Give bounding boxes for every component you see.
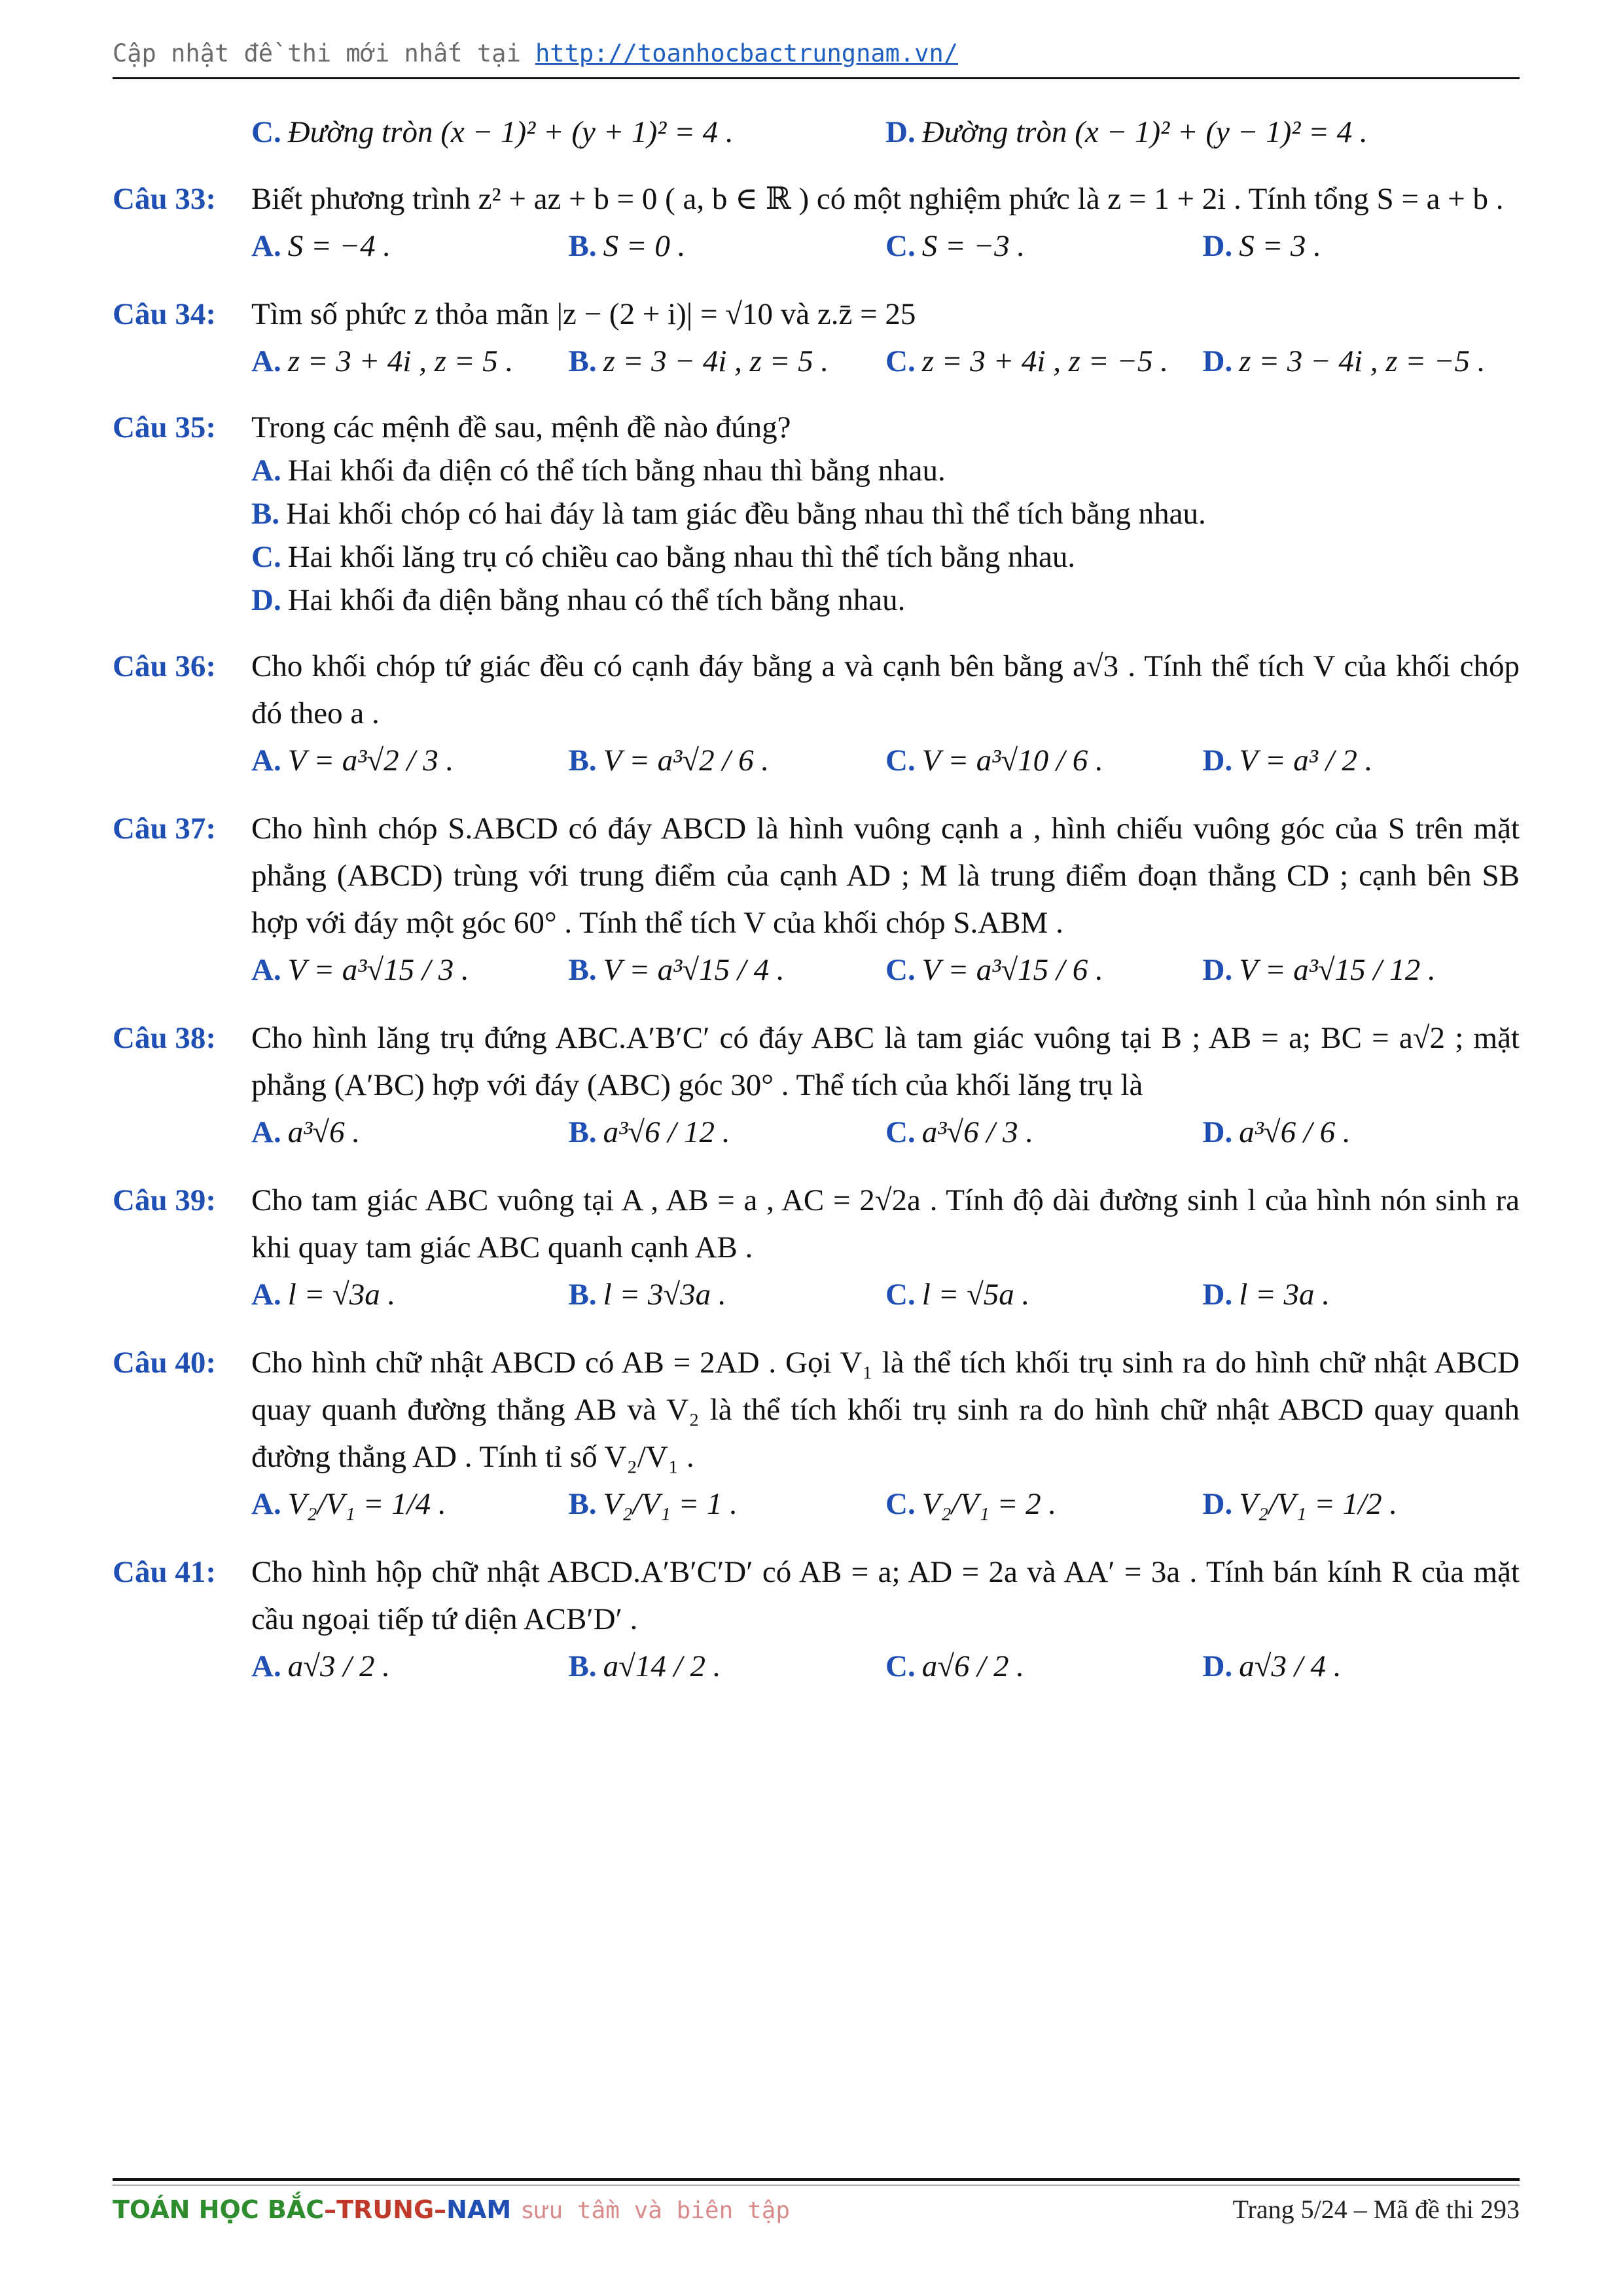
question-37 bbox=[113, 805, 1520, 994]
question-label: Câu 39: bbox=[113, 1183, 216, 1217]
option-letter: B. bbox=[568, 1487, 597, 1521]
option-letter: C. bbox=[885, 229, 916, 263]
option-text: V = a³√2 / 3 . bbox=[287, 744, 454, 778]
option-letter: A. bbox=[251, 744, 281, 778]
question-39 bbox=[113, 1177, 1520, 1318]
footer-subtitle: sưu tầm và biên tập bbox=[520, 2197, 791, 2224]
option-text: Hai khối lăng trụ có chiều cao bằng nhau thì thể tích bằng nhau. bbox=[287, 540, 1076, 574]
option-text: Hai khối đa diện có thể tích bằng nhau thì bằng nhau. bbox=[287, 454, 946, 488]
option-b[interactable] bbox=[569, 1480, 886, 1528]
question-text: Cho tam giác ABC vuông tại A , AB = a , AC = 2√2a . Tính độ dài đường sinh l của hình nón sinh ra khi quay tam giác ABC quanh cạnh AB . bbox=[251, 1183, 1520, 1265]
answer-options bbox=[251, 1480, 1520, 1528]
option-a[interactable] bbox=[251, 1480, 569, 1528]
option-c[interactable] bbox=[885, 1480, 1203, 1528]
option-text: a³√6 / 12 . bbox=[603, 1115, 730, 1149]
brand-mid: –TRUNG– bbox=[324, 2195, 447, 2224]
option-a[interactable] bbox=[251, 946, 569, 994]
question-text: Cho hình chữ nhật ABCD có AB = 2AD . Gọi V₁ là thể tích khối trụ sinh ra do hình chữ nhật ABCD quay quanh đường thẳng AB và V₂ là thể tích khối trụ sinh ra do hình chữ nhật ABCD quay quanh đường thẳng AD . Tính tỉ số V₂/V₁ . bbox=[251, 1346, 1520, 1474]
option-text: a³√6 / 6 . bbox=[1239, 1115, 1351, 1149]
option-a[interactable] bbox=[251, 449, 1520, 492]
option-text: z = 3 + 4i , z = 5 . bbox=[287, 344, 514, 378]
question-text: Cho hình lăng trụ đứng ABC.A′B′C′ có đáy ABC là tam giác vuông tại B ; AB = a; BC = a√2 ; mặt phẳng (A′BC) hợp với đáy (ABC) góc 30° . Thể tích của khối lăng trụ là bbox=[251, 1021, 1520, 1102]
option-text: V₂/V₁ = 1/4 . bbox=[287, 1487, 446, 1521]
option-text: V₂/V₁ = 2 . bbox=[921, 1487, 1057, 1521]
option-d[interactable] bbox=[885, 109, 1520, 156]
page-number: Trang 5/24 – Mã đề thi 293 bbox=[1232, 2195, 1520, 2224]
option-c[interactable] bbox=[885, 1109, 1203, 1156]
option-letter: A. bbox=[251, 229, 281, 263]
option-letter: D. bbox=[1202, 1278, 1233, 1312]
brand-end: NAM bbox=[446, 2195, 512, 2224]
option-text: S = −3 . bbox=[921, 229, 1026, 263]
option-letter: C. bbox=[885, 1278, 916, 1312]
question-label: Câu 36: bbox=[113, 649, 216, 683]
brand-left: TOÁN HỌC BẮC bbox=[113, 2195, 325, 2224]
answer-options bbox=[251, 109, 1520, 156]
option-letter: C. bbox=[885, 953, 916, 987]
option-text: V = a³√15 / 12 . bbox=[1239, 953, 1436, 987]
option-b[interactable] bbox=[569, 223, 886, 270]
question-35 bbox=[113, 406, 1520, 622]
answer-options bbox=[251, 946, 1520, 994]
answer-options bbox=[251, 1643, 1520, 1690]
header-divider bbox=[113, 77, 1520, 79]
header-link[interactable]: http://toanhocbactrungnam.vn/ bbox=[535, 39, 959, 67]
answer-options bbox=[251, 737, 1520, 784]
option-d[interactable] bbox=[1203, 1109, 1520, 1156]
option-letter: C. bbox=[885, 344, 916, 378]
option-c[interactable] bbox=[885, 1271, 1203, 1318]
question-text: Biết phương trình z² + az + b = 0 ( a, b ∈ ℝ ) có một nghiệm phức là z = 1 + 2i . Tính tổng S = a + b . bbox=[251, 182, 1504, 216]
option-text: V = a³√2 / 6 . bbox=[603, 744, 770, 778]
option-text: V = a³√15 / 3 . bbox=[287, 953, 469, 987]
option-b[interactable] bbox=[251, 492, 1520, 535]
question-label: Câu 37: bbox=[113, 812, 216, 846]
option-c[interactable] bbox=[885, 946, 1203, 994]
option-text: a√3 / 4 . bbox=[1239, 1649, 1342, 1683]
question-label: Câu 35: bbox=[113, 410, 216, 444]
option-b[interactable] bbox=[569, 1109, 886, 1156]
option-letter: D. bbox=[1202, 1649, 1233, 1683]
answer-options bbox=[251, 449, 1520, 622]
page-footer bbox=[113, 2194, 1520, 2233]
option-letter: C. bbox=[885, 1649, 916, 1683]
option-d[interactable] bbox=[1203, 338, 1520, 385]
option-letter: B. bbox=[568, 1115, 597, 1149]
answer-options bbox=[251, 223, 1520, 270]
option-text: S = 3 . bbox=[1239, 229, 1321, 263]
question-38 bbox=[113, 1014, 1520, 1156]
option-text: V = a³ / 2 . bbox=[1239, 744, 1373, 778]
carry-over-options bbox=[113, 109, 1520, 156]
option-letter: D. bbox=[885, 115, 916, 149]
option-b[interactable] bbox=[569, 338, 886, 385]
option-letter: C. bbox=[251, 115, 281, 149]
option-letter: B. bbox=[568, 953, 597, 987]
option-text: S = 0 . bbox=[603, 229, 686, 263]
answer-options bbox=[251, 1271, 1520, 1318]
answer-options bbox=[251, 1109, 1520, 1156]
option-letter: A. bbox=[251, 344, 281, 378]
option-text: l = √3a . bbox=[287, 1278, 396, 1312]
option-letter: B. bbox=[251, 497, 280, 531]
option-text: V = a³√15 / 4 . bbox=[603, 953, 785, 987]
option-text: l = 3√3a . bbox=[603, 1278, 726, 1312]
option-d[interactable] bbox=[251, 579, 1520, 622]
option-text: V = a³√10 / 6 . bbox=[921, 744, 1103, 778]
option-text: a√6 / 2 . bbox=[921, 1649, 1025, 1683]
option-b[interactable] bbox=[569, 1271, 886, 1318]
question-label: Câu 40: bbox=[113, 1346, 216, 1380]
option-b[interactable] bbox=[569, 946, 886, 994]
option-letter: A. bbox=[251, 1278, 281, 1312]
option-text: z = 3 + 4i , z = −5 . bbox=[921, 344, 1168, 378]
question-text: Trong các mệnh đề sau, mệnh đề nào đúng? bbox=[251, 410, 791, 444]
option-a[interactable] bbox=[251, 1271, 569, 1318]
option-letter: B. bbox=[568, 344, 597, 378]
option-d[interactable] bbox=[1203, 737, 1520, 784]
question-label: Câu 41: bbox=[113, 1555, 216, 1589]
option-text: z = 3 − 4i , z = −5 . bbox=[1239, 344, 1486, 378]
header-prefix: Cập nhật đề thi mới nhất tại bbox=[113, 39, 536, 67]
option-letter: A. bbox=[251, 953, 281, 987]
option-text: l = 3a . bbox=[1239, 1278, 1330, 1312]
option-a[interactable] bbox=[251, 1109, 569, 1156]
option-letter: C. bbox=[885, 744, 916, 778]
option-letter: D. bbox=[1202, 744, 1233, 778]
option-text: V = a³√15 / 6 . bbox=[921, 953, 1103, 987]
option-c[interactable] bbox=[885, 338, 1203, 385]
option-letter: D. bbox=[1202, 1487, 1233, 1521]
option-letter: D. bbox=[1202, 1115, 1233, 1149]
option-d[interactable] bbox=[1203, 1643, 1520, 1690]
option-letter: B. bbox=[568, 1278, 597, 1312]
option-text: a³√6 / 3 . bbox=[921, 1115, 1034, 1149]
option-c[interactable] bbox=[251, 109, 885, 156]
option-letter: C. bbox=[885, 1115, 916, 1149]
option-letter: D. bbox=[251, 583, 281, 617]
option-text: Đường tròn (x − 1)² + (y + 1)² = 4 . bbox=[287, 115, 734, 149]
footer-brand bbox=[113, 2195, 511, 2224]
option-text: a³√6 . bbox=[287, 1115, 361, 1149]
option-letter: D. bbox=[1202, 344, 1233, 378]
option-a[interactable] bbox=[251, 223, 569, 270]
question-34 bbox=[113, 291, 1520, 385]
option-letter: C. bbox=[885, 1487, 916, 1521]
option-c[interactable] bbox=[251, 535, 1520, 579]
option-text: Đường tròn (x − 1)² + (y − 1)² = 4 . bbox=[921, 115, 1368, 149]
option-b[interactable] bbox=[569, 737, 886, 784]
option-text: Hai khối đa diện bằng nhau có thể tích bằng nhau. bbox=[287, 583, 906, 617]
option-text: Hai khối chóp có hai đáy là tam giác đều bằng nhau thì thể tích bằng nhau. bbox=[286, 497, 1206, 531]
question-36 bbox=[113, 643, 1520, 784]
option-c[interactable] bbox=[885, 1643, 1203, 1690]
question-label: Câu 34: bbox=[113, 297, 216, 331]
option-letter: C. bbox=[251, 540, 281, 574]
question-text: Cho hình hộp chữ nhật ABCD.A′B′C′D′ có AB = a; AD = 2a và AA′ = 3a . Tính bán kính R của mặt cầu ngoại tiếp tứ diện ACB′D′ . bbox=[251, 1555, 1520, 1636]
option-letter: A. bbox=[251, 1115, 281, 1149]
option-a[interactable] bbox=[251, 1643, 569, 1690]
question-content bbox=[113, 109, 1520, 2183]
option-letter: A. bbox=[251, 1487, 281, 1521]
question-33 bbox=[113, 175, 1520, 270]
answer-options bbox=[251, 338, 1520, 385]
option-text: a√3 / 2 . bbox=[287, 1649, 391, 1683]
option-text: z = 3 − 4i , z = 5 . bbox=[603, 344, 829, 378]
option-text: a√14 / 2 . bbox=[603, 1649, 721, 1683]
option-text: V₂/V₁ = 1/2 . bbox=[1239, 1487, 1398, 1521]
option-c[interactable] bbox=[885, 223, 1203, 270]
option-text: V₂/V₁ = 1 . bbox=[603, 1487, 738, 1521]
question-text: Cho hình chóp S.ABCD có đáy ABCD là hình vuông cạnh a , hình chiếu vuông góc của S trên mặt phẳng (ABCD) trùng với trung điểm của cạnh AD ; M là trung điểm đoạn thẳng CD ; cạnh bên SB hợp với đáy một góc 60° . Tính thể tích V của khối chóp S.ABM . bbox=[251, 812, 1520, 940]
option-text: S = −4 . bbox=[287, 229, 391, 263]
page-header bbox=[113, 39, 1520, 77]
option-letter: D. bbox=[1202, 229, 1233, 263]
option-letter: D. bbox=[1202, 953, 1233, 987]
option-d[interactable] bbox=[1203, 1271, 1520, 1318]
question-40 bbox=[113, 1339, 1520, 1528]
question-text: Tìm số phức z thỏa mãn |z − (2 + i)| = √10 và z.z̄ = 25 bbox=[251, 297, 916, 331]
option-a[interactable] bbox=[251, 737, 569, 784]
option-letter: A. bbox=[251, 454, 281, 488]
question-label: Câu 33: bbox=[113, 182, 216, 216]
option-a[interactable] bbox=[251, 338, 569, 385]
option-letter: B. bbox=[568, 1649, 597, 1683]
option-text: l = √5a . bbox=[921, 1278, 1030, 1312]
question-label: Câu 38: bbox=[113, 1021, 216, 1055]
question-text: Cho khối chóp tứ giác đều có cạnh đáy bằng a và cạnh bên bằng a√3 . Tính thể tích V của khối chóp đó theo a . bbox=[251, 649, 1520, 730]
option-letter: A. bbox=[251, 1649, 281, 1683]
option-c[interactable] bbox=[885, 737, 1203, 784]
option-d[interactable] bbox=[1203, 946, 1520, 994]
option-letter: B. bbox=[568, 229, 597, 263]
option-b[interactable] bbox=[569, 1643, 886, 1690]
option-letter: B. bbox=[568, 744, 597, 778]
option-d[interactable] bbox=[1203, 1480, 1520, 1528]
option-d[interactable] bbox=[1203, 223, 1520, 270]
question-41 bbox=[113, 1549, 1520, 1690]
footer-divider-thick bbox=[113, 2178, 1520, 2181]
